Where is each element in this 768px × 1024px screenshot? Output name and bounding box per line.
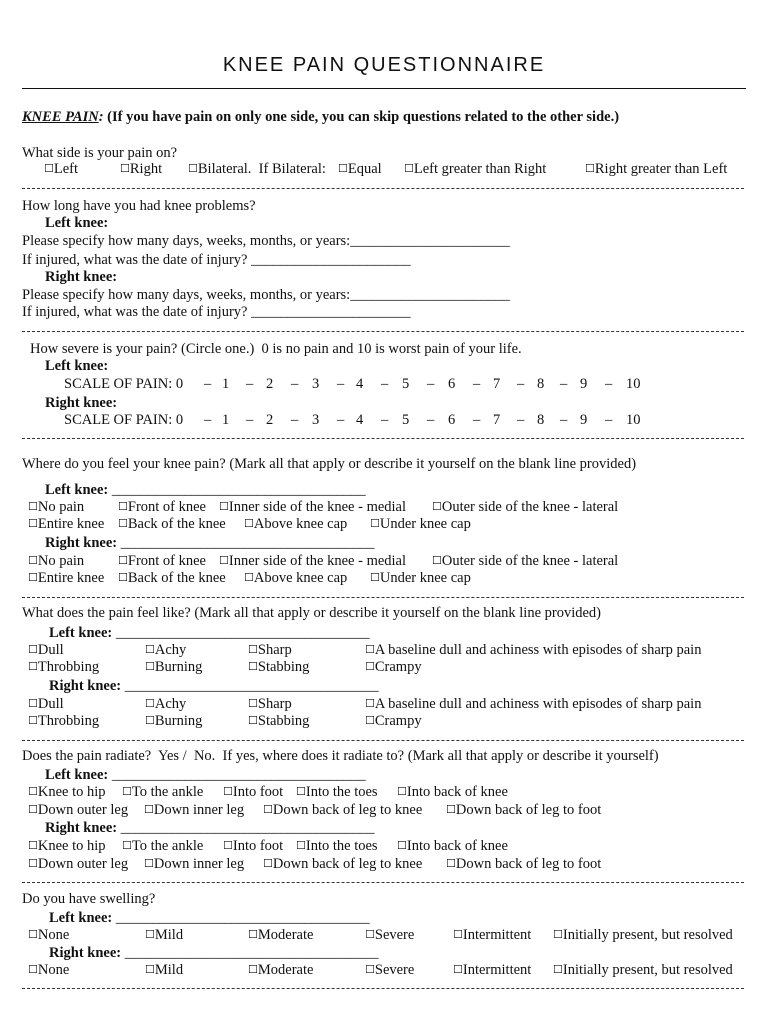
- option-label: Above knee cap: [253, 570, 348, 586]
- checkbox[interactable]: ☐: [365, 963, 375, 976]
- pain-scale-value-1-left[interactable]: 1: [222, 376, 230, 392]
- radiate-right-option-down-outer-leg[interactable]: [28, 856, 128, 873]
- swelling-left-line: [49, 910, 370, 927]
- swelling-left-blank[interactable]: ___________________________________: [115, 910, 370, 926]
- section-divider: [22, 882, 744, 883]
- feel-right-option-crampy[interactable]: [365, 713, 422, 730]
- feel-left-option-a-baseline-dull-and-achiness-with-episodes-of-sharp-pain[interactable]: [365, 642, 701, 659]
- checkbox[interactable]: ☐: [248, 963, 258, 976]
- scale-separator: –: [473, 376, 481, 392]
- checkbox[interactable]: ☐: [28, 554, 38, 567]
- radiate-right-option-into-foot[interactable]: [223, 838, 283, 855]
- option-label: Under knee cap: [379, 570, 471, 586]
- swelling-right-option-intermittent[interactable]: [453, 962, 531, 979]
- pain-scale-value-2-left[interactable]: 2: [266, 376, 274, 392]
- option-label: Burning: [154, 713, 203, 729]
- feel-left-option-achy[interactable]: [145, 642, 186, 659]
- pain-scale-value-3-right[interactable]: 3: [312, 412, 320, 428]
- option-label: Severe: [374, 962, 415, 978]
- checkbox[interactable]: ☐: [432, 500, 442, 513]
- checkbox[interactable]: ☐: [145, 714, 155, 727]
- checkbox[interactable]: ☐: [296, 785, 306, 798]
- scale-separator: –: [246, 376, 254, 392]
- option-label: Down outer leg: [37, 802, 129, 818]
- checkbox[interactable]: ☐: [404, 162, 414, 175]
- radiate-right-option-into-back-of-knee[interactable]: [397, 838, 508, 855]
- option-label: A baseline dull and achiness with episodes of sharp pain: [374, 696, 702, 712]
- feel-right-option-a-baseline-dull-and-achiness-with-episodes-of-sharp-pain[interactable]: [365, 696, 701, 713]
- scale-separator: –: [427, 412, 435, 428]
- duration-left-knee-label: Left knee:: [45, 215, 109, 231]
- side-option-bilateral-if-bilateral[interactable]: [188, 161, 330, 178]
- radiate-left-blank[interactable]: ___________________________________: [111, 767, 366, 783]
- option-label: Outer side of the knee - lateral: [441, 499, 619, 515]
- option-label: Inner side of the knee - medial: [228, 499, 407, 515]
- location-right-knee-label: Right knee:: [45, 535, 121, 551]
- swelling-left-option-mild[interactable]: [145, 927, 183, 944]
- option-label: Intermittent: [462, 962, 532, 978]
- option-label: Dull: [37, 642, 64, 658]
- checkbox[interactable]: ☐: [145, 660, 155, 673]
- radiate-right-option-to-the-ankle[interactable]: [122, 838, 203, 855]
- radiate-right-option-into-the-toes[interactable]: [296, 838, 378, 855]
- option-label: Severe: [374, 927, 415, 943]
- option-label: Down back of leg to foot: [455, 802, 602, 818]
- checkbox[interactable]: ☐: [223, 839, 233, 852]
- radiate-question: Does the pain radiate? Yes / No. If yes, where does it radiate to? (Mark all that apply or describe it yourself): [22, 748, 659, 764]
- checkbox[interactable]: ☐: [28, 803, 38, 816]
- scale-separator: –: [381, 412, 389, 428]
- checkbox[interactable]: ☐: [553, 928, 563, 941]
- option-label: Down back of leg to foot: [455, 856, 602, 872]
- swelling-left-option-moderate[interactable]: [248, 927, 313, 944]
- pain-scale-value-8-right[interactable]: 8: [537, 412, 545, 428]
- feel-right-option-stabbing[interactable]: [248, 713, 309, 730]
- location-right-blank[interactable]: ___________________________________: [120, 535, 375, 551]
- pain-scale-value-10-right[interactable]: 10: [626, 412, 641, 428]
- checkbox[interactable]: ☐: [118, 571, 128, 584]
- checkbox[interactable]: ☐: [28, 517, 38, 530]
- option-label: Achy: [154, 696, 187, 712]
- pain-scale-label-left[interactable]: SCALE OF PAIN: 0: [64, 376, 184, 392]
- checkbox[interactable]: ☐: [365, 928, 375, 941]
- option-label: Left greater than Right: [413, 161, 547, 177]
- option-label: Into the toes: [305, 784, 378, 800]
- page-title: KNEE PAIN QUESTIONNAIRE: [222, 54, 546, 76]
- swelling-question: Do you have swelling?: [22, 891, 156, 907]
- option-label: Down back of leg to knee: [272, 856, 423, 872]
- location-right-option-outer-side-of-the-knee-lateral[interactable]: [432, 553, 618, 570]
- feel-right-option-sharp[interactable]: [248, 696, 292, 713]
- option-label: Front of knee: [127, 499, 206, 515]
- option-label: Dull: [37, 696, 64, 712]
- option-label: Into foot: [232, 838, 284, 854]
- option-label: Back of the knee: [127, 516, 226, 532]
- scale-separator: –: [337, 376, 345, 392]
- pain-scale-value-5-right[interactable]: 5: [402, 412, 410, 428]
- radiate-left-option-down-inner-leg[interactable]: [144, 802, 244, 819]
- checkbox[interactable]: ☐: [145, 697, 155, 710]
- checkbox[interactable]: ☐: [370, 571, 380, 584]
- location-right-option-under-knee-cap[interactable]: [370, 570, 471, 587]
- option-label: Above knee cap: [253, 516, 348, 532]
- option-label: Stabbing: [257, 659, 310, 675]
- location-left-option-entire-knee[interactable]: [28, 516, 104, 533]
- option-label: Entire knee: [37, 570, 105, 586]
- scale-separator: –: [337, 412, 345, 428]
- option-label: Equal: [347, 161, 382, 177]
- checkbox[interactable]: ☐: [365, 660, 375, 673]
- duration-right-specify[interactable]: Please specify how many days, weeks, months, or years:______________________: [22, 287, 510, 303]
- checkbox[interactable]: ☐: [28, 571, 38, 584]
- pain-scale-value-9-right[interactable]: 9: [580, 412, 588, 428]
- section-divider: [22, 438, 744, 439]
- radiate-right-option-knee-to-hip[interactable]: [28, 838, 106, 855]
- radiate-right-line: [45, 820, 374, 837]
- checkbox[interactable]: ☐: [219, 554, 229, 567]
- scale-separator: –: [517, 376, 525, 392]
- checkbox[interactable]: ☐: [122, 839, 132, 852]
- option-label: Down back of leg to knee: [272, 802, 423, 818]
- option-label: Throbbing: [37, 659, 100, 675]
- swelling-right-line: [49, 945, 378, 962]
- checkbox[interactable]: ☐: [263, 803, 273, 816]
- option-label: Right: [129, 161, 163, 177]
- checkbox[interactable]: ☐: [28, 500, 38, 513]
- feel-left-option-burning[interactable]: [145, 659, 202, 676]
- knee-pain-label: KNEE PAIN: [22, 109, 99, 125]
- option-label: Knee to hip: [37, 838, 106, 854]
- checkbox[interactable]: ☐: [453, 963, 463, 976]
- side-option-right[interactable]: [120, 161, 162, 178]
- checkbox[interactable]: ☐: [248, 643, 258, 656]
- section-divider: [22, 988, 744, 989]
- knee-pain-colon: :: [98, 109, 104, 125]
- location-right-option-above-knee-cap[interactable]: [244, 570, 347, 587]
- duration-right-knee-label: Right knee:: [45, 269, 118, 285]
- swelling-right-option-initially-present-but-resolved[interactable]: [553, 962, 733, 979]
- checkbox[interactable]: ☐: [248, 928, 258, 941]
- scale-separator: –: [246, 412, 254, 428]
- checkbox[interactable]: ☐: [365, 714, 375, 727]
- swelling-left-option-intermittent[interactable]: [453, 927, 531, 944]
- option-label: Burning: [154, 659, 203, 675]
- checkbox[interactable]: ☐: [432, 554, 442, 567]
- location-left-line: [45, 482, 366, 499]
- scale-separator: –: [291, 376, 299, 392]
- pain-scale-value-5-left[interactable]: 5: [402, 376, 410, 392]
- scale-separator: –: [517, 412, 525, 428]
- pain-scale-value-10-left[interactable]: 10: [626, 376, 641, 392]
- checkbox[interactable]: ☐: [28, 660, 38, 673]
- checkbox[interactable]: ☐: [144, 803, 154, 816]
- option-label: Sharp: [257, 642, 292, 658]
- checkbox[interactable]: ☐: [338, 162, 348, 175]
- scale-separator: –: [204, 412, 212, 428]
- location-left-option-under-knee-cap[interactable]: [370, 516, 471, 533]
- location-right-line: [45, 535, 374, 552]
- feel-right-option-burning[interactable]: [145, 713, 202, 730]
- location-left-option-front-of-knee[interactable]: [118, 499, 206, 516]
- swelling-right-blank[interactable]: ___________________________________: [124, 945, 379, 961]
- checkbox[interactable]: ☐: [370, 517, 380, 530]
- feel-right-knee-label: Right knee:: [49, 678, 125, 694]
- scale-separator: –: [291, 412, 299, 428]
- radiate-left-knee-label: Left knee:: [45, 767, 112, 783]
- scale-separator: –: [473, 412, 481, 428]
- scale-separator: –: [427, 376, 435, 392]
- location-question: Where do you feel your knee pain? (Mark all that apply or describe it yourself on the blank line provided): [22, 456, 637, 472]
- swelling-right-option-none[interactable]: [28, 962, 69, 979]
- option-label: Initially present, but resolved: [562, 962, 733, 978]
- swelling-left-option-severe[interactable]: [365, 927, 414, 944]
- option-label: Inner side of the knee - medial: [228, 553, 407, 569]
- radiate-left-option-down-back-of-leg-to-foot[interactable]: [446, 802, 601, 819]
- checkbox[interactable]: ☐: [28, 714, 38, 727]
- checkbox[interactable]: ☐: [248, 660, 258, 673]
- radiate-right-option-down-back-of-leg-to-foot[interactable]: [446, 856, 601, 873]
- option-label: Moderate: [257, 962, 314, 978]
- option-label: Mild: [154, 962, 184, 978]
- checkbox[interactable]: ☐: [585, 162, 595, 175]
- feel-right-blank[interactable]: ___________________________________: [124, 678, 379, 694]
- option-label: Outer side of the knee - lateral: [441, 553, 619, 569]
- option-label: Entire knee: [37, 516, 105, 532]
- swelling-left-option-none[interactable]: [28, 927, 69, 944]
- feel-left-line: [49, 625, 370, 642]
- duration-left-injury[interactable]: If injured, what was the date of injury? ______________________: [22, 252, 411, 268]
- location-left-option-above-knee-cap[interactable]: [244, 516, 347, 533]
- option-label: Down inner leg: [153, 802, 245, 818]
- intro-note: (If you have pain on only one side, you can skip questions related to the other side.): [103, 109, 620, 125]
- section-divider: [22, 331, 744, 332]
- option-label: Crampy: [374, 713, 422, 729]
- checkbox[interactable]: ☐: [28, 785, 38, 798]
- radiate-left-option-into-foot[interactable]: [223, 784, 283, 801]
- pain-scale-value-7-right[interactable]: 7: [493, 412, 501, 428]
- option-label: None: [37, 927, 70, 943]
- checkbox[interactable]: ☐: [446, 857, 456, 870]
- scale-separator: –: [605, 376, 613, 392]
- option-label: Down inner leg: [153, 856, 245, 872]
- option-label: No pain: [37, 499, 85, 515]
- location-left-blank[interactable]: ___________________________________: [111, 482, 366, 498]
- checkbox[interactable]: ☐: [145, 963, 155, 976]
- checkbox[interactable]: ☐: [28, 839, 38, 852]
- option-label: Crampy: [374, 659, 422, 675]
- checkbox[interactable]: ☐: [296, 839, 306, 852]
- scale-separator: –: [560, 376, 568, 392]
- option-label: Achy: [154, 642, 187, 658]
- option-label: A baseline dull and achiness with episodes of sharp pain: [374, 642, 702, 658]
- swelling-right-knee-label: Right knee:: [49, 945, 125, 961]
- pain-scale-value-4-left[interactable]: 4: [356, 376, 364, 392]
- location-left-option-inner-side-of-the-knee-medial[interactable]: [219, 499, 406, 516]
- radiate-right-option-down-inner-leg[interactable]: [144, 856, 244, 873]
- side-option-left[interactable]: [44, 161, 78, 178]
- pain-scale-value-9-left[interactable]: 9: [580, 376, 588, 392]
- location-left-option-no-pain[interactable]: [28, 499, 84, 516]
- option-label: Down outer leg: [37, 856, 129, 872]
- checkbox[interactable]: ☐: [446, 803, 456, 816]
- feel-left-option-sharp[interactable]: [248, 642, 292, 659]
- checkbox[interactable]: ☐: [223, 785, 233, 798]
- severity-right-knee-label: Right knee:: [45, 395, 118, 411]
- radiate-left-option-into-back-of-knee[interactable]: [397, 784, 508, 801]
- location-left-option-outer-side-of-the-knee-lateral[interactable]: [432, 499, 618, 516]
- side-option-equal[interactable]: [338, 161, 382, 178]
- option-label: Into the toes: [305, 838, 378, 854]
- option-label: Intermittent: [462, 927, 532, 943]
- severity-left-knee-label: Left knee:: [45, 358, 109, 374]
- checkbox[interactable]: ☐: [453, 928, 463, 941]
- radiate-left-line: [45, 767, 366, 784]
- option-label: No pain: [37, 553, 85, 569]
- duration-question: How long have you had knee problems?: [22, 198, 256, 214]
- checkbox[interactable]: ☐: [248, 714, 258, 727]
- feel-left-option-dull[interactable]: [28, 642, 64, 659]
- side-option-left-greater-than-right[interactable]: [404, 161, 546, 178]
- radiate-left-option-into-the-toes[interactable]: [296, 784, 378, 801]
- pain-scale-value-4-right[interactable]: 4: [356, 412, 364, 428]
- checkbox[interactable]: ☐: [44, 162, 54, 175]
- option-label: Initially present, but resolved: [562, 927, 733, 943]
- feel-left-knee-label: Left knee:: [49, 625, 116, 641]
- duration-left-specify[interactable]: Please specify how many days, weeks, months, or years:______________________: [22, 233, 510, 249]
- checkbox[interactable]: ☐: [553, 963, 563, 976]
- option-label: Under knee cap: [379, 516, 471, 532]
- option-label: To the ankle: [131, 784, 204, 800]
- option-label: Stabbing: [257, 713, 310, 729]
- radiate-left-option-to-the-ankle[interactable]: [122, 784, 203, 801]
- location-left-knee-label: Left knee:: [45, 482, 112, 498]
- scale-separator: –: [381, 376, 389, 392]
- location-right-option-inner-side-of-the-knee-medial[interactable]: [219, 553, 406, 570]
- option-label: None: [37, 962, 70, 978]
- pain-scale-label-right[interactable]: SCALE OF PAIN: 0: [64, 412, 184, 428]
- section-divider: [22, 740, 744, 741]
- checkbox[interactable]: ☐: [28, 928, 38, 941]
- feel-left-option-throbbing[interactable]: [28, 659, 99, 676]
- location-right-option-entire-knee[interactable]: [28, 570, 104, 587]
- location-right-option-back-of-the-knee[interactable]: [118, 570, 226, 587]
- location-right-option-front-of-knee[interactable]: [118, 553, 206, 570]
- pain-scale-value-8-left[interactable]: 8: [537, 376, 545, 392]
- checkbox[interactable]: ☐: [28, 857, 38, 870]
- section-divider: [22, 188, 744, 189]
- location-left-option-back-of-the-knee[interactable]: [118, 516, 226, 533]
- swelling-right-option-moderate[interactable]: [248, 962, 313, 979]
- scale-separator: –: [204, 376, 212, 392]
- checkbox[interactable]: ☐: [28, 643, 38, 656]
- pain-scale-value-6-left[interactable]: 6: [448, 376, 456, 392]
- feel-left-blank[interactable]: ___________________________________: [115, 625, 370, 641]
- radiate-right-knee-label: Right knee:: [45, 820, 121, 836]
- section-divider: [22, 597, 744, 598]
- checkbox[interactable]: ☐: [145, 643, 155, 656]
- side-option-right-greater-than-left[interactable]: [585, 161, 727, 178]
- scale-separator: –: [560, 412, 568, 428]
- side-question: What side is your pain on?: [22, 145, 178, 161]
- option-label: Into foot: [232, 784, 284, 800]
- option-label: Front of knee: [127, 553, 206, 569]
- feel-right-line: [49, 678, 378, 695]
- feel-left-option-stabbing[interactable]: [248, 659, 309, 676]
- option-label: Mild: [154, 927, 184, 943]
- pain-scale-value-1-right[interactable]: 1: [222, 412, 230, 428]
- option-label: Moderate: [257, 927, 314, 943]
- checkbox[interactable]: ☐: [244, 571, 254, 584]
- swelling-right-option-mild[interactable]: [145, 962, 183, 979]
- pain-scale-value-2-right[interactable]: 2: [266, 412, 274, 428]
- swelling-left-option-initially-present-but-resolved[interactable]: [553, 927, 733, 944]
- swelling-left-knee-label: Left knee:: [49, 910, 116, 926]
- checkbox[interactable]: ☐: [244, 517, 254, 530]
- checkbox[interactable]: ☐: [144, 857, 154, 870]
- pain-scale-value-7-left[interactable]: 7: [493, 376, 501, 392]
- feel-left-option-crampy[interactable]: [365, 659, 422, 676]
- checkbox[interactable]: ☐: [397, 839, 407, 852]
- option-label: Right greater than Left: [594, 161, 728, 177]
- pain-scale-value-3-left[interactable]: 3: [312, 376, 320, 392]
- option-label: Throbbing: [37, 713, 100, 729]
- checkbox[interactable]: ☐: [365, 697, 375, 710]
- checkbox[interactable]: ☐: [118, 554, 128, 567]
- option-label: To the ankle: [131, 838, 204, 854]
- option-label: Sharp: [257, 696, 292, 712]
- checkbox[interactable]: ☐: [263, 857, 273, 870]
- checkbox[interactable]: ☐: [118, 517, 128, 530]
- feel-right-option-throbbing[interactable]: [28, 713, 99, 730]
- feel-right-option-dull[interactable]: [28, 696, 64, 713]
- option-label: Left: [53, 161, 79, 177]
- option-label: Into back of knee: [406, 784, 508, 800]
- checkbox[interactable]: ☐: [365, 643, 375, 656]
- radiate-right-blank[interactable]: ___________________________________: [120, 820, 375, 836]
- duration-right-injury[interactable]: If injured, what was the date of injury? ______________________: [22, 304, 411, 320]
- feel-question: What does the pain feel like? (Mark all that apply or describe it yourself on the blank line provided): [22, 605, 602, 621]
- option-label: Knee to hip: [37, 784, 106, 800]
- feel-right-option-achy[interactable]: [145, 696, 186, 713]
- checkbox[interactable]: ☐: [219, 500, 229, 513]
- scale-separator: –: [605, 412, 613, 428]
- radiate-left-option-down-outer-leg[interactable]: [28, 802, 128, 819]
- option-label: Into back of knee: [406, 838, 508, 854]
- radiate-left-option-knee-to-hip[interactable]: [28, 784, 106, 801]
- option-label: Back of the knee: [127, 570, 226, 586]
- checkbox[interactable]: ☐: [397, 785, 407, 798]
- checkbox[interactable]: ☐: [28, 963, 38, 976]
- location-right-option-no-pain[interactable]: [28, 553, 84, 570]
- title-rule: [22, 88, 746, 89]
- option-label: Bilateral. If Bilateral:: [197, 161, 330, 177]
- checkbox[interactable]: ☐: [188, 162, 198, 175]
- checkbox[interactable]: ☐: [122, 785, 132, 798]
- checkbox[interactable]: ☐: [120, 162, 130, 175]
- checkbox[interactable]: ☐: [28, 697, 38, 710]
- checkbox[interactable]: ☐: [118, 500, 128, 513]
- radiate-right-option-down-back-of-leg-to-knee[interactable]: [263, 856, 422, 873]
- intro-line: [22, 109, 619, 126]
- checkbox[interactable]: ☐: [145, 928, 155, 941]
- severity-question: How severe is your pain? (Circle one.) 0 is no pain and 10 is worst pain of your life.: [30, 341, 522, 357]
- pain-scale-value-6-right[interactable]: 6: [448, 412, 456, 428]
- checkbox[interactable]: ☐: [248, 697, 258, 710]
- radiate-left-option-down-back-of-leg-to-knee[interactable]: [263, 802, 422, 819]
- swelling-right-option-severe[interactable]: [365, 962, 414, 979]
